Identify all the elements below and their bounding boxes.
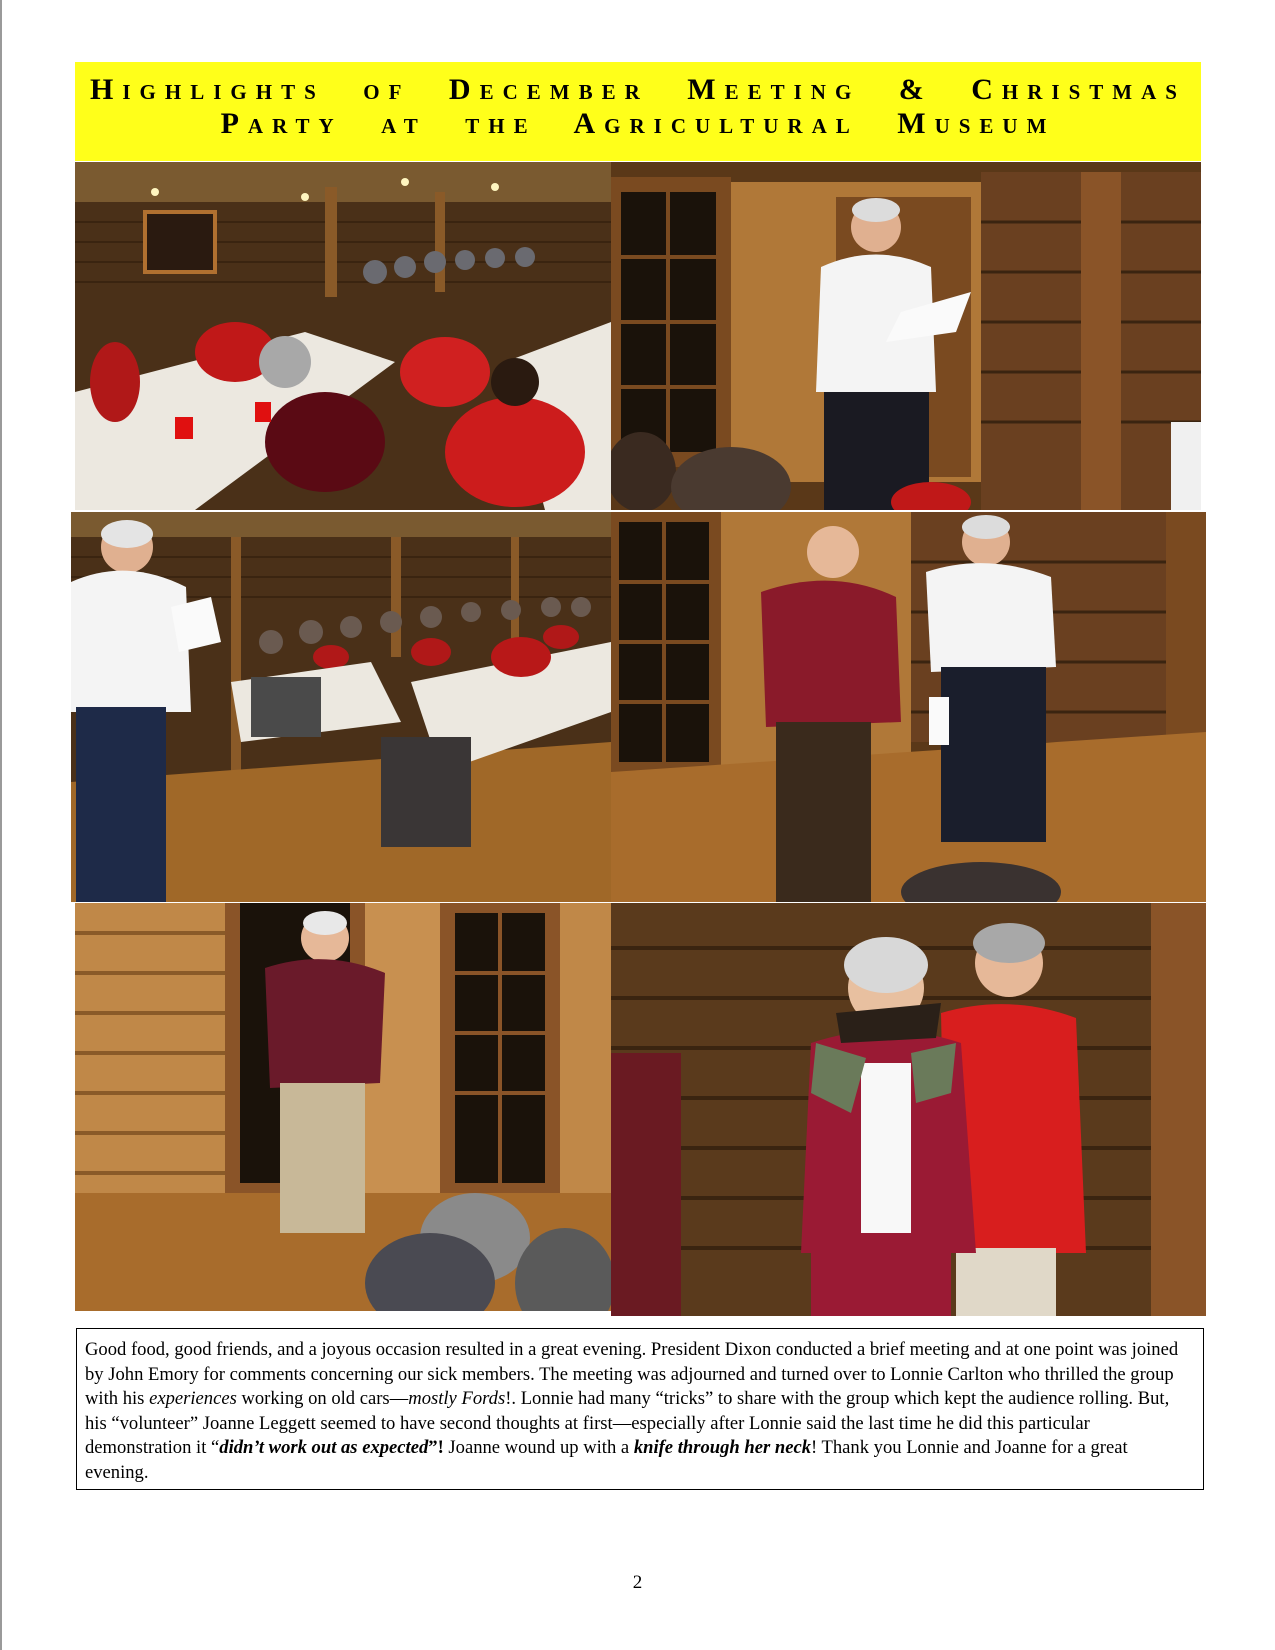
- header-title-line-2: Party at the Agricultural Museum: [220, 107, 1056, 140]
- photo-lonnie-speaking: [75, 903, 611, 1311]
- photo-knife-demonstration: [611, 903, 1206, 1316]
- caption-text-3: !. Lonnie had many “tricks” to share with the group which kept the audience rolling. But, his “volunteer” Joanne Leggett seemed to have second thoughts at first—especially after Lonnie said the last time he did this particular demonstration it “: [85, 1388, 1170, 1458]
- caption-quote-close: ”!: [428, 1437, 449, 1458]
- caption-emphasis-knife: knife through her neck: [633, 1437, 811, 1458]
- page-left-rule: [0, 0, 2, 1650]
- caption-text-4: Joanne wound up with a: [448, 1437, 634, 1458]
- caption-emphasis-mostly-fords: mostly Fords: [408, 1388, 506, 1409]
- photo-two-speakers: [611, 512, 1206, 902]
- caption-box: [76, 1328, 1204, 1490]
- caption-emphasis-quote: didn’t work out as expected: [219, 1437, 429, 1458]
- page-number: 2: [632, 1572, 643, 1593]
- caption-text-1: Good food, good friends, and a joyous occasion resulted in a great evening. President Dixon conducted a brief meeting and at one point was joined by John Emory for comments concerning our sick members. The meeting was adjourned and turned over to Lonnie Carlton who thrilled the group with his: [85, 1339, 1179, 1409]
- caption-emphasis-experiences: experiences: [149, 1388, 237, 1409]
- header-banner: [75, 62, 1201, 161]
- photo-speaker-addressing-audience: [71, 512, 611, 902]
- caption-text-5: ! Thank you Lonnie and Joanne for a great evening.: [85, 1437, 1128, 1483]
- photo-dinner-tables: [75, 162, 611, 510]
- photo-speaker-reading-paper: [611, 162, 1201, 510]
- header-title-line-1: Highlights of December Meeting & Christmas: [90, 73, 1186, 106]
- caption-text-2: working on old cars—: [236, 1388, 409, 1409]
